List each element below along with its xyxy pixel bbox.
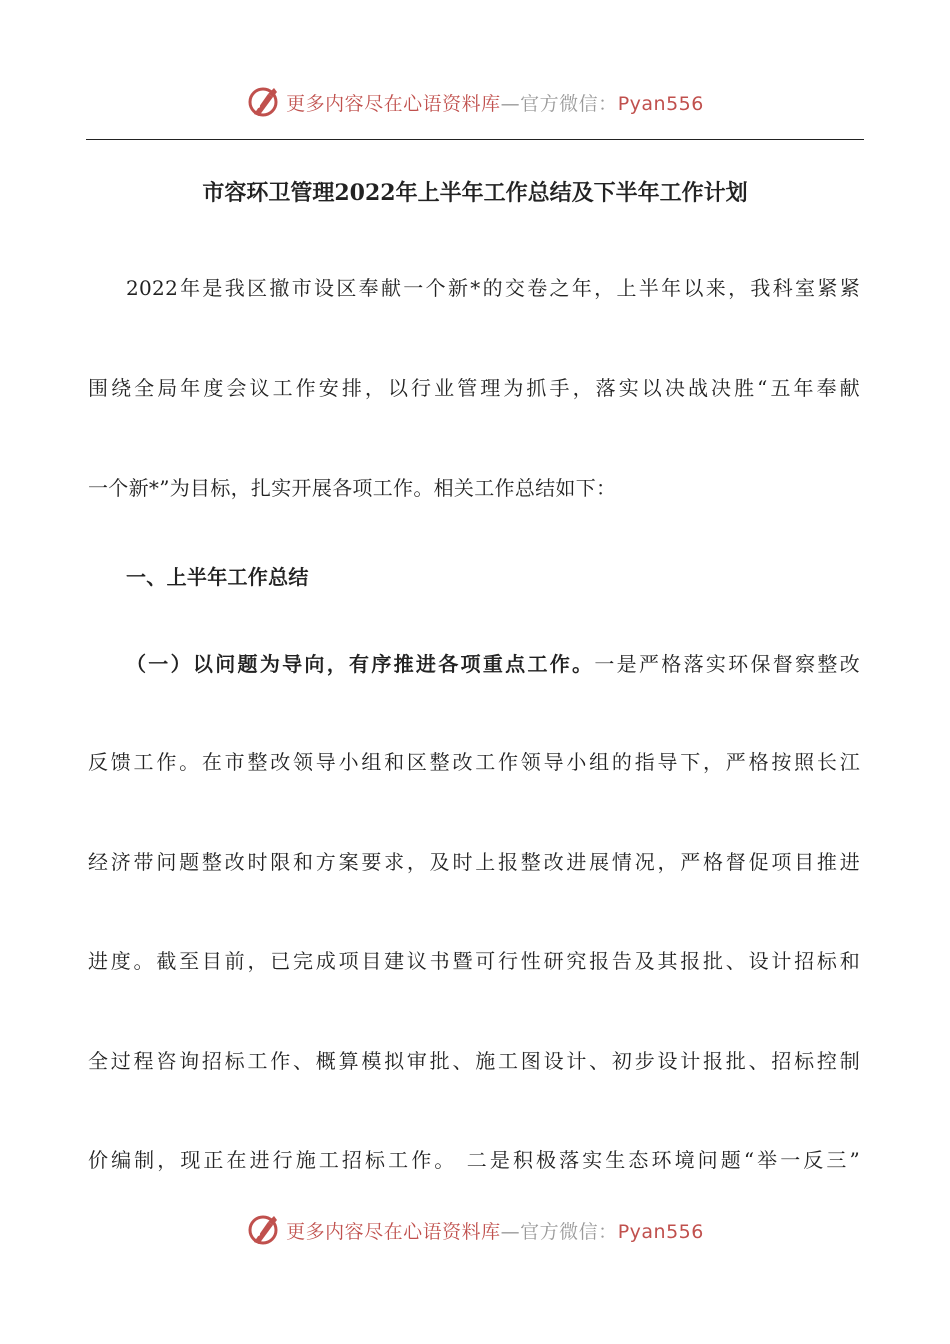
document-title: 市容环卫管理2022年上半年工作总结及下半年工作计划 [202, 180, 748, 206]
pen-nib-logo-icon [246, 84, 282, 120]
watermark-part2: —官方微信： [500, 1220, 618, 1243]
watermark-part3: Pyan556 [617, 1220, 704, 1243]
sub1-first-line [88, 648, 860, 677]
watermark-banner-top [0, 82, 950, 122]
sub1-first-line-rest: 一是严格落实环保督察整改 [594, 652, 860, 676]
sub1-heading: （一）以问题为导向，有序推进各项重点工作。 [126, 652, 595, 676]
sub1-line-4: 进度。截至目前，已完成项目建议书暨可行性研究报告及其报批、设计招标和 [88, 949, 860, 973]
watermark-part1: 更多内容尽在心语资料库 [286, 1220, 501, 1243]
watermark-text [286, 89, 704, 116]
intro-line-1: 2022年是我区撤市设区奉献一个新*的交卷之年，上半年以来，我科室紧紧 [126, 276, 860, 300]
intro-line-3: 一个新*”为目标，扎实开展各项工作。相关工作总结如下： [88, 476, 617, 500]
pen-nib-logo-icon [246, 1212, 282, 1248]
watermark-text [286, 1217, 704, 1244]
sub1-line-6: 价编制，现正在进行施工招标工作。 二是积极落实生态环境问题“举一反三” [88, 1148, 860, 1172]
watermark-banner-bottom [0, 1210, 950, 1250]
sub1-line-3: 经济带问题整改时限和方案要求，及时上报整改进展情况，严格督促项目推进 [88, 850, 860, 874]
intro-line-2: 围绕全局年度会议工作安排，以行业管理为抓手，落实以决战决胜“五年奉献 [88, 376, 860, 400]
watermark-part3: Pyan556 [617, 92, 704, 115]
section-heading: 一、上半年工作总结 [126, 565, 309, 589]
watermark-part2: —官方微信： [500, 92, 618, 115]
header-rule [86, 139, 864, 140]
sub1-line-5: 全过程咨询招标工作、概算模拟审批、施工图设计、初步设计报批、招标控制 [88, 1049, 860, 1073]
watermark-part1: 更多内容尽在心语资料库 [286, 92, 501, 115]
sub1-line-2: 反馈工作。在市整改领导小组和区整改工作领导小组的指导下，严格按照长江 [88, 750, 860, 774]
